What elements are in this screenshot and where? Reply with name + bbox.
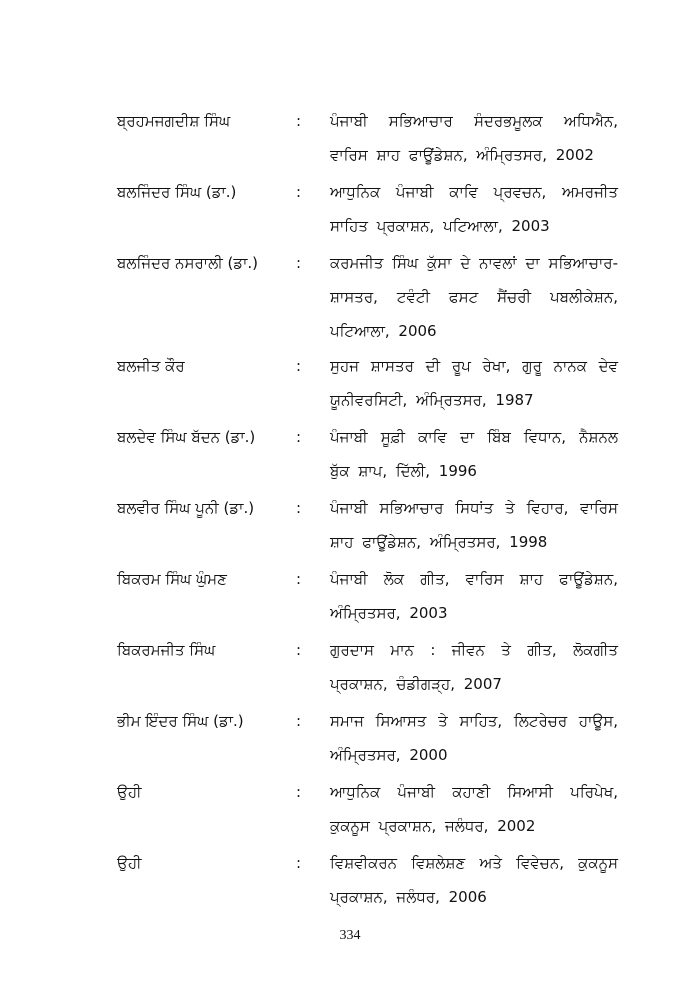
bibliography-entry <box>0 633 700 704</box>
entry-author: ਉਹੀ <box>117 783 142 801</box>
entry-author: ਬ੍ਰਹਮਜਗਦੀਸ਼ ਸਿੰਘ <box>117 112 231 130</box>
entry-separator: : <box>296 570 302 588</box>
entry-separator: : <box>296 712 302 730</box>
bibliography-entry <box>0 704 700 775</box>
entry-author: ਬਲਵੀਰ ਸਿੰਘ ਪੂਨੀ (ਡਾ.) <box>117 499 255 517</box>
entry-author: ਬਲਜਿੰਦਰ ਸਿੰਘ (ਡਾ.) <box>117 183 237 201</box>
entry-author: ਬਲਦੇਵ ਸਿੰਘ ਬੱਦਨ (ਡਾ.) <box>117 428 256 446</box>
entry-author: ਬਲਜੀਤ ਕੌਰ <box>117 357 185 375</box>
entry-separator: : <box>296 428 302 446</box>
entry-work: ਗੁਰਦਾਸ ਮਾਨ : ਜੀਵਨ ਤੇ ਗੀਤ, ਲੋਕਗੀਤ ਪ੍ਰਕਾਸ਼ਨ, ਚੰਡੀਗੜ੍ਹ, 2007 <box>330 641 618 693</box>
bibliography-entry <box>0 246 700 349</box>
entry-work: ਕਰਮਜੀਤ ਸਿੰਘ ਕੁੱਸਾ ਦੇ ਨਾਵਲਾਂ ਦਾ ਸਭਿਆਚਾਰ-ਸ਼ਾਸਤਰ, ਟਵੰਟੀ ਫਸਟ ਸੈਂਚਰੀ ਪਬਲੀਕੇਸ਼ਨ, ਪਟਿਆਲਾ, 2006 <box>330 254 618 340</box>
bibliography-list <box>0 104 700 917</box>
entry-separator: : <box>296 499 302 517</box>
bibliography-entry <box>0 846 700 917</box>
entry-separator: : <box>296 357 302 375</box>
bibliography-entry <box>0 420 700 491</box>
bibliography-entry <box>0 104 700 175</box>
page-number: 334 <box>339 928 361 943</box>
entry-work: ਆਧੁਨਿਕ ਪੰਜਾਬੀ ਕਾਵਿ ਪ੍ਰਵਚਨ, ਅਮਰਜੀਤ ਸਾਹਿਤ ਪ੍ਰਕਾਸ਼ਨ, ਪਟਿਆਲਾ, 2003 <box>330 183 618 235</box>
entry-separator: : <box>296 254 302 272</box>
entry-work: ਪੰਜਾਬੀ ਸਭਿਆਚਾਰ ਸੰਦਰਭਮੂਲਕ ਅਧਿਐਨ, ਵਾਰਿਸ ਸ਼ਾਹ ਫਾਊਂਡੇਸ਼ਨ, ਅੰਮ੍ਰਿਤਸਰ, 2002 <box>330 112 618 164</box>
entry-work: ਸੁਹਜ ਸ਼ਾਸਤਰ ਦੀ ਰੂਪ ਰੇਖਾ, ਗੁਰੂ ਨਾਨਕ ਦੇਵ ਯੂਨੀਵਰਸਿਟੀ, ਅੰਮ੍ਰਿਤਸਰ, 1987 <box>330 357 618 409</box>
entry-author: ਬਿਕਰਮ ਸਿੰਘ ਘੁੰਮਣ <box>117 570 227 588</box>
entry-separator: : <box>296 783 302 801</box>
entry-author: ਬਿਕਰਮਜੀਤ ਸਿੰਘ <box>117 641 216 659</box>
entry-separator: : <box>296 112 302 130</box>
bibliography-entry <box>0 175 700 246</box>
entry-work: ਪੰਜਾਬੀ ਸਭਿਆਚਾਰ ਸਿਧਾਂਤ ਤੇ ਵਿਹਾਰ, ਵਾਰਿਸ ਸ਼ਾਹ ਫਾਊਂਡੇਸ਼ਨ, ਅੰਮ੍ਰਿਤਸਰ, 1998 <box>330 499 618 551</box>
entry-author: ਉਹੀ <box>117 854 142 872</box>
entry-work: ਪੰਜਾਬੀ ਲੋਕ ਗੀਤ, ਵਾਰਿਸ ਸ਼ਾਹ ਫਾਊਂਡੇਸ਼ਨ, ਅੰਮ੍ਰਿਤਸਰ, 2003 <box>330 570 618 622</box>
bibliography-entry <box>0 562 700 633</box>
entry-separator: : <box>296 854 302 872</box>
entry-work: ਵਿਸ਼ਵੀਕਰਨ ਵਿਸ਼ਲੇਸ਼ਣ ਅਤੇ ਵਿਵੇਚਨ, ਕੁਕਨੂਸ ਪ੍ਰਕਾਸ਼ਨ, ਜਲੰਧਰ, 2006 <box>330 854 618 906</box>
entry-separator: : <box>296 183 302 201</box>
bibliography-entry <box>0 491 700 562</box>
bibliography-entry <box>0 775 700 846</box>
entry-separator: : <box>296 641 302 659</box>
bibliography-entry <box>0 349 700 420</box>
entry-work: ਸਮਾਜ ਸਿਆਸਤ ਤੇ ਸਾਹਿਤ, ਲਿਟਰੇਚਰ ਹਾਊਸ, ਅੰਮ੍ਰਿਤਸਰ, 2000 <box>330 712 618 764</box>
entry-author: ਬਲਜਿੰਦਰ ਨਸਰਾਲੀ (ਡਾ.) <box>117 254 259 272</box>
entry-work: ਆਧੁਨਿਕ ਪੰਜਾਬੀ ਕਹਾਣੀ ਸਿਆਸੀ ਪਰਿਪੇਖ, ਕੁਕਨੂਸ ਪ੍ਰਕਾਸ਼ਨ, ਜਲੰਧਰ, 2002 <box>330 783 618 835</box>
entry-author: ਭੀਮ ਇੰਦਰ ਸਿੰਘ (ਡਾ.) <box>117 712 244 730</box>
entry-work: ਪੰਜਾਬੀ ਸੂਫ਼ੀ ਕਾਵਿ ਦਾ ਬਿੰਬ ਵਿਧਾਨ, ਨੈਸ਼ਨਲ ਬੁੱਕ ਸ਼ਾਪ, ਦਿੱਲੀ, 1996 <box>330 428 618 480</box>
